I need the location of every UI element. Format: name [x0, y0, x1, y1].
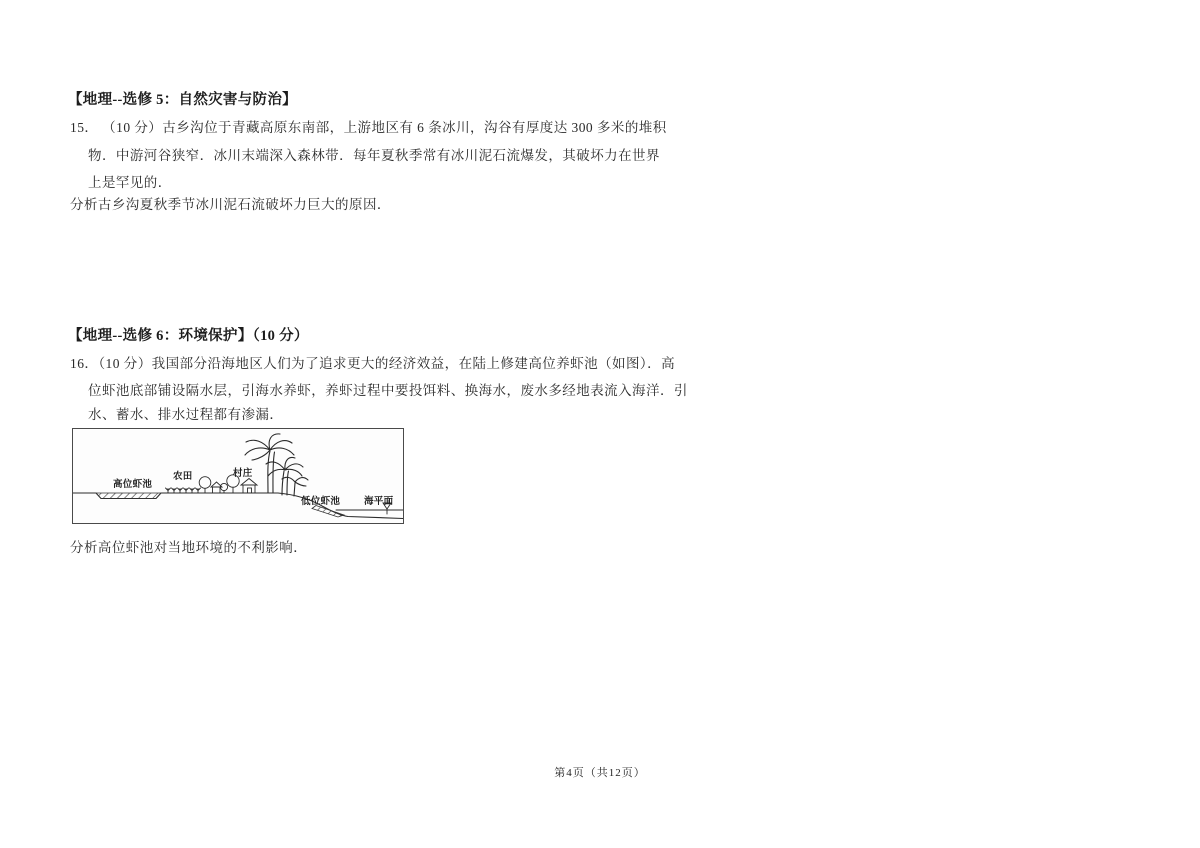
figure-label-village: 村庄: [233, 469, 253, 479]
q15-line1: 15． （10 分）古乡沟位于青藏高原东南部，上游地区有 6 条冰川，沟谷有厚度达 300 多米的堆积: [70, 120, 667, 135]
q16-line1: 16．（10 分）我国部分沿海地区人们为了追求更大的经济效益，在陆上修建高位养虾池（如图）．高: [70, 356, 676, 371]
shrimp-pond-cross-section: [73, 429, 403, 523]
page-footer: 第4页（共12页）: [554, 767, 646, 779]
shrimp-pond-figure: [72, 428, 404, 524]
q16-line3: 水、蓄水、排水过程都有渗漏．: [88, 407, 284, 422]
q16-line2: 位虾池底部铺设隔水层，引海水养虾，养虾过程中要投饵料、换海水，废水多经地表流入海洋．引: [88, 383, 688, 398]
q15-line3: 上是罕见的．: [88, 175, 172, 190]
q16-task: 分析高位虾池对当地环境的不利影响．: [70, 540, 308, 555]
village-houses: [211, 479, 257, 494]
section5-heading: 【地理--选修 5：自然灾害与防治】: [68, 92, 297, 108]
high-pond-hatch: [96, 493, 161, 499]
figure-label-low-pond: 低位虾池: [301, 497, 341, 507]
figure-label-farmland: 农田: [173, 472, 193, 482]
figure-label-high-pond: 高位虾池: [113, 480, 153, 490]
figure-label-sea-level: 海平面: [364, 497, 394, 507]
q15-line2: 物．中游河谷狭窄．冰川末端深入森林带．每年夏秋季常有冰川泥石流爆发，其破坏力在世界: [88, 148, 660, 163]
low-pond-hatch: [312, 506, 344, 518]
farmland-sprouts: [166, 488, 201, 493]
q15-task: 分析古乡沟夏秋季节冰川泥石流破坏力巨大的原因．: [70, 197, 391, 212]
palm-trees: [245, 434, 308, 496]
section6-heading: 【地理--选修 6：环境保护】（10 分）: [68, 328, 309, 344]
